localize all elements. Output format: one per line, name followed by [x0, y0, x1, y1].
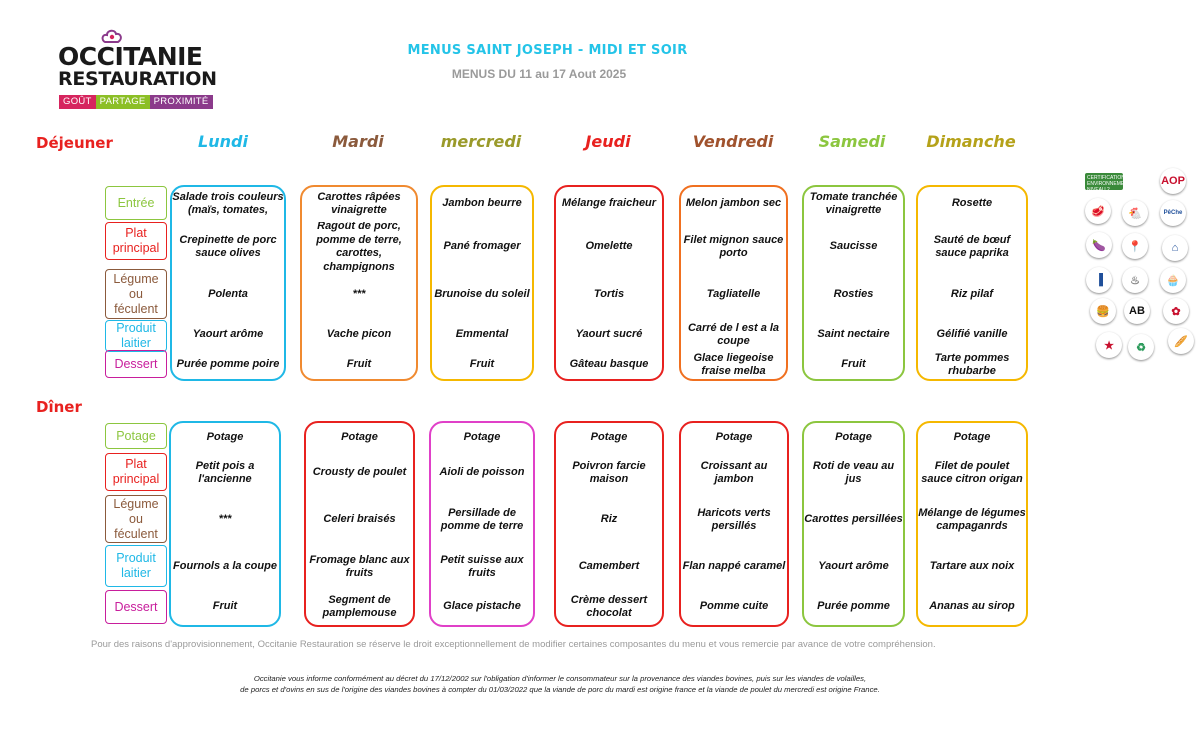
dinner-dish: Petit suisse aux fruits	[440, 553, 524, 579]
lunch-dish: Crepinette de porc sauce olives	[179, 233, 277, 259]
dinner-dish: Potage	[341, 431, 378, 444]
lunch-dish: Sauté de bœuf sauce paprika	[933, 233, 1011, 259]
lunch-dish: Rosette	[951, 197, 993, 210]
dinner-dish: Potage	[590, 431, 628, 444]
dinner-dish: Yaourt arôme	[818, 560, 889, 573]
lunch-dish: Omelette	[585, 240, 633, 253]
logo-tag-partage: PARTAGE	[96, 95, 150, 109]
dinner-dish: Fruit	[212, 600, 238, 613]
day-header-dimanche: Dimanche	[926, 132, 1016, 151]
dinner-dish: Purée pomme	[817, 600, 890, 613]
dinner-dish: Potage	[835, 431, 872, 444]
lunch-dish: Jambon beurre	[442, 197, 522, 210]
lunch-dish: Gâteau basque	[569, 358, 649, 371]
dinner-dish: Pomme cuite	[699, 600, 769, 613]
day-header-lundi: Lundi	[198, 132, 248, 151]
occitanie-logo	[56, 28, 236, 112]
dinner-dish: Aioli de poisson	[439, 466, 525, 479]
lunch-dish: Polenta	[208, 288, 248, 301]
location-pin-icon: 📍	[1122, 233, 1148, 259]
dinner-dish: Crousty de poulet	[312, 466, 407, 479]
lunch-dish: Melon jambon sec	[685, 197, 782, 210]
dinner-dish: Potage	[953, 431, 991, 444]
dinner-dish: Persillade de pomme de terre	[440, 506, 524, 532]
lunch-dish: Tagliatelle	[706, 288, 761, 301]
supply-disclaimer: Pour des raisons d'approvisionnement, Occitanie Restauration se réserve le droit exceptionnellement de modifier certaines composantes du menu et vous remercie par avance de votre compréhension.	[91, 639, 936, 650]
dinner-dish: Petit pois a l'ancienne	[195, 459, 255, 485]
dinner-dish: Fromage blanc aux fruits	[309, 553, 410, 579]
dinner-dish: ***	[218, 513, 232, 526]
dinner-dish: Croissant au jambon	[700, 459, 768, 485]
page-title: MENUS SAINT JOSEPH - MIDI ET SOIR	[407, 43, 688, 58]
lunch-dish: Yaourt arôme	[192, 328, 264, 341]
lunch-dish: Ragoût de porc, pomme de terre, carottes, champignons	[316, 222, 402, 272]
day-header-jeudi: Jeudi	[585, 132, 631, 151]
lunch-category-1: Entrée	[105, 186, 167, 220]
lunch-dish: Mélange fraicheur	[561, 197, 657, 210]
dinner-category-4: Produit laitier	[105, 545, 167, 587]
lunch-dish: Saucisse	[829, 240, 878, 253]
vegetables-icon: 🍆	[1086, 232, 1112, 258]
lunch-dish: Vache picon	[326, 328, 392, 341]
lunch-dish: Salade trois couleurs (maïs, tomates,	[172, 190, 284, 216]
dinner-dish: Poivron farcie maison	[572, 459, 646, 485]
lunch-dish: Rosties	[833, 288, 874, 301]
chef-hat-icon: ♨	[1122, 267, 1148, 293]
dinner-dish: Ananas au sirop	[929, 600, 1015, 613]
lunch-dish: Carré de l est a la coupe	[687, 321, 780, 347]
aop-badge: AOP	[1160, 168, 1186, 194]
bread-icon: 🥖	[1168, 328, 1194, 354]
dinner-dish: Segment de pamplemouse	[322, 593, 397, 619]
french-flag-icon: ▐	[1086, 267, 1112, 293]
dinner-dish: Flan nappé caramel	[682, 560, 786, 573]
dinner-category-3: Légume ou féculent	[105, 495, 167, 543]
dinner-dish: Roti de veau au jus	[812, 459, 895, 485]
dinner-dish: Camembert	[578, 560, 640, 573]
lunch-dish: Brunoise du soleil	[434, 288, 530, 301]
logo-line-1: OCCITANIE	[58, 42, 203, 71]
lunch-category-5: Dessert	[105, 350, 167, 378]
dinner-dish: Carottes persillées	[804, 513, 903, 526]
homemade-icon: ✿	[1163, 298, 1189, 324]
meat-origin-notice	[190, 673, 930, 695]
lunch-dish: Purée pomme poire	[176, 358, 280, 371]
dinner-dish: Haricots verts persillés	[697, 506, 771, 532]
day-header-mercredi: mercredi	[440, 132, 522, 151]
lunch-dish: Tarte pommes rhubarbe	[934, 351, 1010, 377]
dinner-dish: Potage	[206, 431, 244, 444]
lunch-dish: Riz pilaf	[950, 288, 994, 301]
meat-origin-line-1: Occitanie vous informe conformément au décret du 17/12/2002 sur l'obligation d'informer le consommateur sur la provenance des viandes bovines, puis sur les viandes de volailles,	[253, 674, 867, 683]
dinner-dish: Glace pistache	[443, 600, 521, 613]
fish-icon: PêChe	[1160, 200, 1186, 226]
dinner-dish: Potage	[715, 431, 753, 444]
lunch-category-3: Légume ou féculent	[105, 269, 167, 319]
day-header-vendredi: Vendredi	[692, 132, 774, 151]
dinner-dish: Potage	[463, 431, 501, 444]
ab-organic-icon: AB	[1124, 298, 1150, 324]
logo-tag-proximite: PROXIMITÉ	[150, 95, 213, 109]
lunch-dish: ***	[352, 288, 366, 301]
lunch-dish: Yaourt sucré	[575, 328, 643, 341]
dinner-dish: Mélange de légumes campaganrds	[918, 506, 1026, 532]
lunch-dish: Glace liegeoise fraise melba	[693, 351, 774, 377]
lunch-dish: Gélifié vanille	[936, 328, 1008, 341]
lunch-dish: Fruit	[346, 358, 372, 371]
lunch-dish: Fruit	[469, 358, 495, 371]
lunch-dish: Saint nectaire	[817, 328, 890, 341]
logo-tag-gout: GOÛT	[59, 95, 96, 109]
logo-tagline	[59, 95, 213, 109]
chicken-icon: 🐔	[1122, 200, 1148, 226]
lunch-dish: Fruit	[841, 358, 866, 371]
dinner-dish: Celeri braisés	[323, 513, 396, 526]
lunch-dish: Emmental	[455, 328, 509, 341]
lunch-dish: Tortis	[593, 288, 625, 301]
lunch-dish: Tomate tranchée vinaigrette	[809, 190, 898, 216]
meat-origin-line-2: de porcs et d'ovins en sus de l'origine des viandes bovines à compter du 01/03/2022 que la viande de porc du mardi est origine france et la viande de poulet du mercredi est origine France.	[240, 685, 880, 694]
dinner-dish: Filet de poulet sauce citron origan	[921, 459, 1023, 485]
certification-niveau-2-badge: CERTIFICATION ENVIRONNEMENTALE NIVEAU 2	[1087, 175, 1140, 193]
logo-line-2: RESTAURATION	[58, 68, 217, 90]
dinner-dish: Tartare aux noix	[929, 560, 1015, 573]
dinner-section-label: Dîner	[36, 398, 82, 416]
page-subtitle: MENUS DU 11 au 17 Aout 2025	[451, 67, 627, 81]
dinner-dish: Crème dessert chocolat	[570, 593, 648, 619]
france-map-icon: ⌂	[1162, 235, 1188, 261]
dinner-category-1: Potage	[105, 423, 167, 449]
dinner-category-5: Dessert	[105, 590, 167, 624]
dinner-dish: Riz	[600, 513, 618, 526]
dinner-dish: Fournols a la coupe	[173, 560, 277, 573]
lunch-dish: Pané fromager	[443, 240, 521, 253]
dinner-category-2: Plat principal	[105, 453, 167, 491]
cupcake-icon: 🧁	[1160, 267, 1186, 293]
lunch-section-label: Déjeuner	[36, 134, 113, 152]
meat-icon: 🥩	[1085, 198, 1111, 224]
eco-label-icon: ♻	[1128, 334, 1154, 360]
lunch-category-2: Plat principal	[105, 222, 167, 260]
day-header-mardi: Mardi	[332, 132, 384, 151]
lunch-dish: Filet mignon sauce porto	[683, 233, 784, 259]
lunch-category-4: Produit laitier	[105, 320, 167, 352]
label-rouge-icon: ★	[1096, 332, 1122, 358]
burger-icon: 🍔	[1090, 298, 1116, 324]
lunch-dish: Carottes râpées vinaigrette	[317, 190, 401, 216]
day-header-samedi: Samedi	[818, 132, 886, 151]
